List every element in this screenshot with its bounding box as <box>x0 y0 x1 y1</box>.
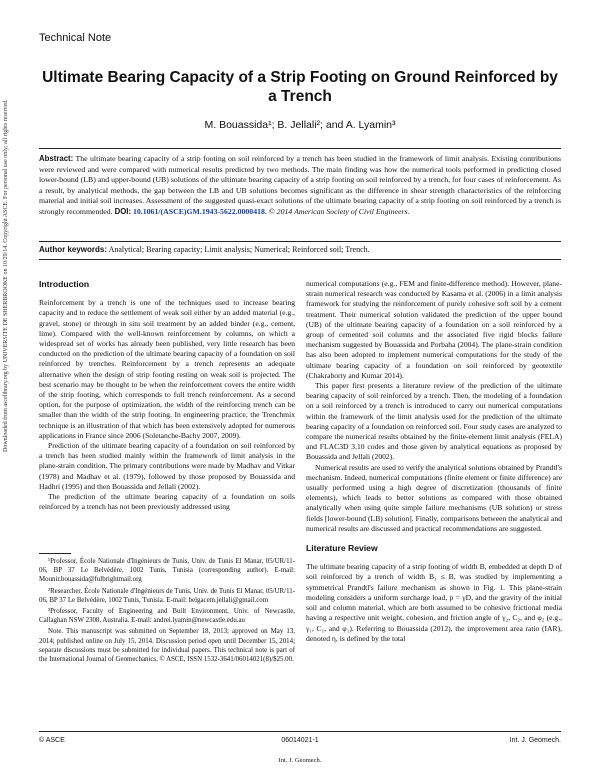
copyright-text: © 2014 American Society of Civil Engineers. <box>268 206 410 216</box>
keywords-block <box>39 245 370 254</box>
abstract-block <box>39 154 561 218</box>
paragraph: The prediction of the ultimate bearing capacity of a foundation on soils reinforced by a trench has not been previously addressed using <box>39 492 295 512</box>
paragraph: This paper first presents a literature review of the prediction of the ultimate bearing capacity of soil reinforced by a trench. Then, the modeling of a foundation on a soil reinforced by a trench is introduced to carry out numerical computations within the framework of the limit analysis used for the prediction of the ultimate bearing capacity of a foundation on reinforced soil. Four study cases are analyzed to compare the numerical results obtained by the finite-element limit analysis (FELA) and FLAC3D 3.10 codes and those given by analytical equations as proposed by Bouassida and Jellali (2002). <box>306 381 562 462</box>
footer-copyright: © ASCE <box>39 737 65 744</box>
divider <box>39 241 561 242</box>
divider <box>39 148 561 149</box>
footnote: Note. This manuscript was submitted on September 18, 2013; approved on May 13, 2014; published online on July 15, 2014. Discussion period open until December 15, 2014; separate discussions must be submitted for individual papers. This technical note is part of the International Journal of Geomechanics, © ASCE, ISSN 1532-3641/06014021(8)/$25.00. <box>39 628 295 664</box>
doi-label: DOI: <box>114 206 132 216</box>
paragraph: Reinforcement by a trench is one of the techniques used to increase bearing capacity and to reduce the settlement of weak soil either by an added material (e.g., gravel, stone) or through in situ soil treatment by an added binder (e.g., cement, lime). Compared with the well-known reinforcement by columns, on which a widespread set of works has already been published, very little research has been conducted on the prediction of the ultimate bearing capacity of a foundation on soil reinforced by trenches. Reinforcement by a trench represents an adequate alternative when the design of strip footing resting on weak soil is projected. The best scenario may be thought to be when the reinforcement covers the entire width of the strip footing, which corresponds to full trench reinforcement. As a second option, for the purpose of optimization, the width of the reinforcing trench can be smaller than the width of the strip footing. In engineering practice, the Trenchmix technique is an illustration of that which has been extensively adopted for numerous applications in France since 2006 (Soletanche-Bachy 2007, 2009). <box>39 298 295 440</box>
footnote-divider <box>39 553 71 554</box>
paper-title: Ultimate Bearing Capacity of a Strip Footing on Ground Reinforced by a Trench <box>42 69 558 105</box>
footnotes <box>39 557 295 666</box>
abstract-label: Abstract: <box>39 154 74 163</box>
footnote: ³Professor, Faculty of Engineering and Built Environment, Univ. of Newcastle, Callaghan NSW 2308, Australia. E-mail: andrei.lyamin@newcastle.edu.au <box>39 608 295 625</box>
paragraph: Numerical results are used to verify the analytical solutions obtained by Prandtl's mechanism. Indeed, numerical computations (finite element or finite difference) are usually performed using a high degree of discretization (thousands of finite elements), which leads to better solutions as compared with those obtained analytically when using quite simple failure mechanisms (UB solution) or stress fields [lower-bound (LB) solution]. Finally, comparisons between the analytical and numerical results are discussed and practical recommendations are suggested. <box>306 462 562 533</box>
author-list: M. Bouassida¹; B. Jellali²; and A. Lyamin³ <box>204 119 396 131</box>
footer-divider <box>39 731 561 732</box>
keywords-label: Author keywords: <box>39 245 108 254</box>
paragraph: Prediction of the ultimate bearing capacity of a foundation on soil reinforced by a trench has been studied mainly within the framework of limit analysis in the plane-strain condition. The primary contributions were made by Madhav and Vitkar (1978) and Madhav et al. (1979), followed by those proposed by Bouassida and Hadhri (1995) and then Bouassida and Jellali (2002). <box>39 441 295 491</box>
paragraph: numerical computations (e.g., FEM and finite-difference method). However, plane-strain numerical research was conducted by Kasama et al. (2006) in a limit analysis framework for studying the reinforcement of purely cohesive soft soil by a cement treatment. Their numerical solution validated the prediction of the upper bound (UB) of the ultimate bearing capacity of a foundation on a soil reinforced by a group of cemented soil columns and the associated five rigid blocks failure mechanism suggested by Bouassida and Porbaha (2004). The plane-strain condition has also been adopted to implement numerical computations for the study of the ultimate bearing capacity of a foundation on soil reinforced by geotextile (Chakraborty and Kumar 2014). <box>306 279 562 380</box>
footnote: ²Researcher, École Nationale d'Ingénieurs de Tunis, Univ. de Tunis El Manar, 05/UR/11-06, BP 37 Le Belvédère, 1002 Tunis, Tunisia. E-mail: belgacem.jellali@gmail.com <box>39 587 295 604</box>
divider <box>39 259 561 260</box>
side-download-note: Downloaded from ascelibrary.org by UNIVERSITE DE SHERBROOKE on 10/29/14. Copyright ASCE. For personal use only; all rights reserved. <box>3 99 9 452</box>
right-column <box>306 279 562 644</box>
note-type-label: Technical Note <box>39 32 112 44</box>
doi-link[interactable]: 10.1061/(ASCE)GM.1943-5622.0000418. <box>133 206 267 216</box>
section-heading-introduction: Introduction <box>39 279 90 289</box>
bottom-journal-label: Int. J. Geomech. <box>278 757 322 764</box>
left-column <box>39 279 295 512</box>
footnote: ¹Professor, École Nationale d'Ingénieurs de Tunis, Univ. de Tunis El Manar, 05/UR/11-06, BP 37 Le Belvédère, 1002 Tunis, Tunisia (corresponding author). E-mail: Mounir.bouassida@fulbrightmail.org <box>39 558 295 584</box>
footer-page-id: 06014021-1 <box>281 737 319 744</box>
abstract-text: The ultimate bearing capacity of a strip footing on soil reinforced by a trench has been studied in the framework of limit analysis. Existing contributions were reviewed and were compared with numerical results predicted by two methods. The main finding was how the numerical tools performed in predicting closed lower-bound (LB) and upper-bound (UB) solutions of the ultimate bearing capacity of a strip footing on soil reinforced by a trench, for four cases of reinforcement. As a result, by analytical methods, the gap between the LB and UB solutions becomes significant as the difference in shear strength characteristics of the reinforcing material and initial soil increases. Assessment of the suggested quasi-exact solutions of the ultimate bearing capacity of a strip footing on soil reinforced by a trench is strongly recommended. <box>39 154 561 216</box>
paragraph: The ultimate bearing capacity of a strip footing of width B, embedded at depth D of soil reinforced by a trench of width B₁ ≤ B, was studied by implementing a symmetrical Prandtl's failure mechanism as shown in Fig. 1. This plane-strain modeling considers a uniform surcharge load, p = γD, and the gravity of the initial soil and column material, which are both assumed to be cohesive frictional media having a respective unit weight, cohesion, and friction angle of γ₂, C₂, and φ₂ (e.g., γ₁, C₁, and φ₁). Referring to Bouassida (2012), the improvement area ratio (IAR), denoted η, is defined by the total <box>306 562 562 643</box>
footer-journal: Int. J. Geomech. <box>509 737 561 744</box>
section-heading-literature-review: Literature Review <box>306 543 378 554</box>
keywords-text: Analytical; Bearing capacity; Limit analysis; Numerical; Reinforced soil; Trench. <box>108 245 370 254</box>
